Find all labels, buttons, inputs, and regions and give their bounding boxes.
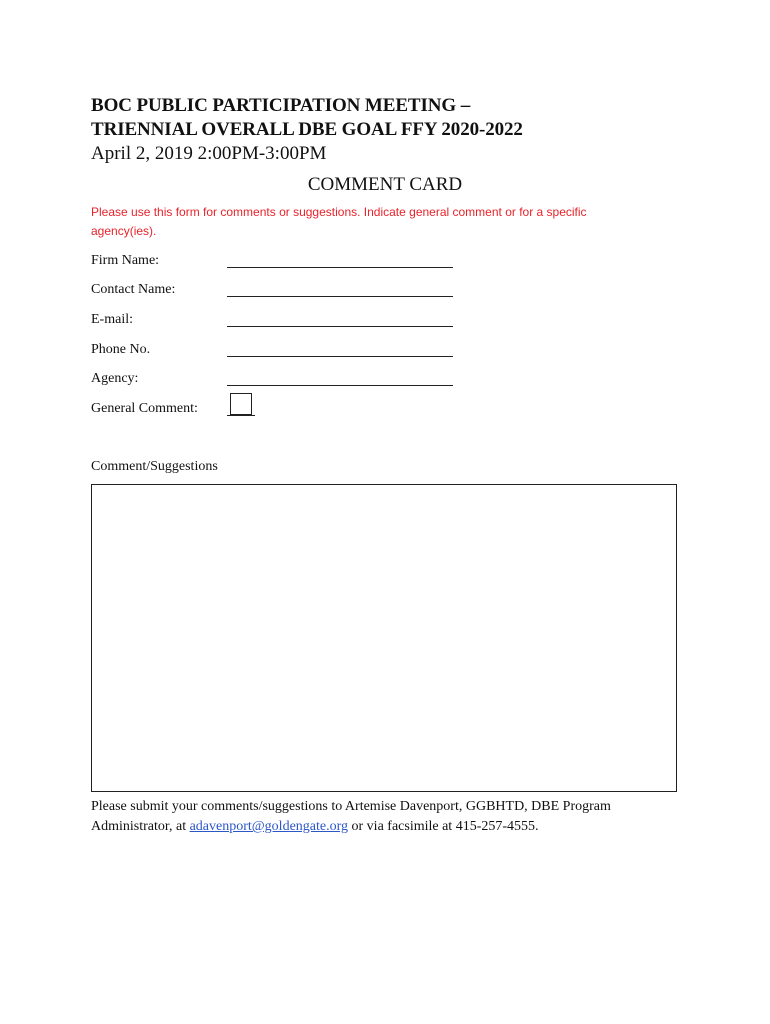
- page-title-line2: TRIENNIAL OVERALL DBE GOAL FFY 2020-2022: [91, 119, 523, 140]
- footer-text-before: Please submit your comments/suggestions to Artemise Davenport, GGBHTD, DBE Program Administrator, at: [91, 799, 611, 834]
- agency-label: Agency:: [91, 371, 139, 386]
- phone-field: [91, 341, 491, 361]
- phone-input[interactable]: [227, 356, 453, 357]
- suggestions-label: Comment/Suggestions: [91, 459, 218, 474]
- contact-name-label: Contact Name:: [91, 282, 176, 297]
- contact-email-link[interactable]: adavenport@goldengate.org: [189, 819, 349, 834]
- contact-name-input[interactable]: [227, 296, 453, 297]
- agency-field: [91, 370, 491, 390]
- general-comment-field: [91, 400, 491, 420]
- footer-note: [91, 797, 691, 837]
- footer-text-after: or via facsimile at 415-257-4555.: [348, 819, 539, 834]
- email-label: E-mail:: [91, 312, 133, 327]
- phone-label: Phone No.: [91, 342, 151, 357]
- comment-card-heading: COMMENT CARD: [307, 174, 463, 195]
- email-input[interactable]: [227, 326, 453, 327]
- agency-input[interactable]: [227, 385, 453, 386]
- firm-name-field: [91, 252, 491, 272]
- comment-suggestions-textarea[interactable]: [91, 484, 677, 792]
- general-comment-checkbox[interactable]: [230, 393, 252, 415]
- general-comment-label: General Comment:: [91, 401, 198, 416]
- page-title-line1: BOC PUBLIC PARTICIPATION MEETING –: [91, 95, 471, 116]
- firm-name-label: Firm Name:: [91, 253, 160, 268]
- email-field: [91, 311, 491, 331]
- instructions-text: Please use this form for comments or suggestions. Indicate general comment or for a specific agency(ies).: [91, 205, 587, 238]
- checkbox-underline: [227, 415, 255, 416]
- contact-name-field: [91, 281, 491, 301]
- firm-name-input[interactable]: [227, 267, 453, 268]
- meeting-date: April 2, 2019 2:00PM-3:00PM: [91, 143, 327, 164]
